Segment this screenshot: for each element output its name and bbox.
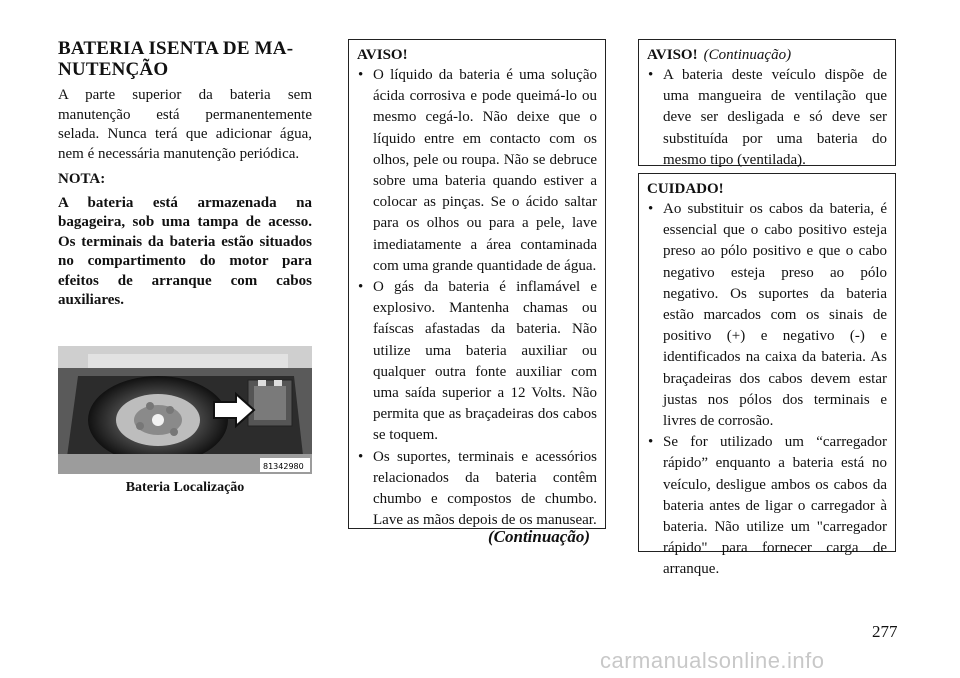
warning-continued-box bbox=[638, 39, 896, 166]
section-title-line1: BATERIA ISENTA DE MA- bbox=[58, 38, 294, 59]
list-item: • Ao substituir os cabos da bateria, é essencial que o cabo positivo esteja preso ao pólo positivo e que o cabo negativo esteja preso ao pólo negativo. Os suportes da bateria estão marcados com os sinais de positivo (+) e negativo (-) e identificados na caixa da bateria. As braçadeiras dos cabos devem estar justas nos pólos dos terminais e livres de corrosão. bbox=[647, 199, 887, 432]
list-item: • O gás da bateria é inflamável e explosivo. Mantenha chamas ou faíscas afastadas da bateria. Não utilize uma bateria auxiliar ou qualquer outra fonte auxiliar com uma saída superior a 12 Volts. Não permita que as braçadeiras dos cabos se toquem. bbox=[357, 277, 597, 447]
watermark: carmanualsonline.info bbox=[600, 648, 825, 673]
trunk-photo bbox=[58, 346, 312, 474]
warning2-list bbox=[647, 65, 887, 171]
warning-title: AVISO! bbox=[357, 47, 408, 63]
list-item: • Se for utilizado um “carregador rápido” enquanto a bateria está no veículo, desligue ambos os cabos da bateria antes de ligar o carregador à bateria. Não utilize um "carregador rápido" para fornecer carga de arranque. bbox=[647, 432, 887, 580]
section-title bbox=[58, 38, 312, 80]
warning-box bbox=[348, 39, 606, 529]
caution-title: CUIDADO! bbox=[647, 181, 724, 197]
note-label: NOTA: bbox=[58, 171, 106, 187]
section-title-line2: NUTENÇÃO bbox=[58, 59, 169, 80]
caution-box bbox=[638, 173, 896, 578]
warning2-continuation: (Continuação) bbox=[703, 47, 792, 63]
section-column bbox=[58, 38, 312, 311]
note-text: A bateria está armazenada na bagageira, sob uma tampa de acesso. Os terminais da bateria estão situados no compartimento do motor para efeitos de arranque com cabos auxiliares. bbox=[58, 194, 312, 308]
intro-paragraph: A parte superior da bateria sem manutenção está permanentemente selada. Nunca terá que adicionar água, nem é necessária manutenção periódica. bbox=[58, 87, 312, 162]
warning-continued-title bbox=[647, 46, 887, 65]
list-item: • Os suportes, terminais e acessórios relacionados da bateria contêm chumbo e compostos de chumbo. Lave as mãos depois de os manusear. bbox=[357, 447, 597, 532]
caution-list bbox=[647, 199, 887, 581]
list-item: • A bateria deste veículo dispõe de uma mangueira de ventilação que deve ser desligada e só deve ser substituída por uma bateria do mesmo tipo (ventilada). bbox=[647, 65, 887, 171]
list-item: • O líquido da bateria é uma solução ácida corrosiva e pode queimá-lo ou mesmo cegá-lo. Não deixe que o líquido entre em contacto com os olhos, pele ou roupa. Não se debruce sobre uma bateria quando estiver a colocar as pinças. Se o ácido saltar para os olhos ou para a pele, lave imediatamente a área contaminada com uma grande quantidade de água. bbox=[357, 65, 597, 277]
continued-label: (Continuação) bbox=[488, 527, 591, 546]
warning-list bbox=[357, 65, 597, 531]
figure-caption: Bateria Localização bbox=[125, 480, 245, 495]
page-number: 277 bbox=[872, 622, 898, 641]
figure-code: 81342980 bbox=[263, 462, 304, 471]
warning2-title: AVISO! bbox=[647, 47, 698, 63]
battery-location-figure bbox=[58, 346, 312, 474]
